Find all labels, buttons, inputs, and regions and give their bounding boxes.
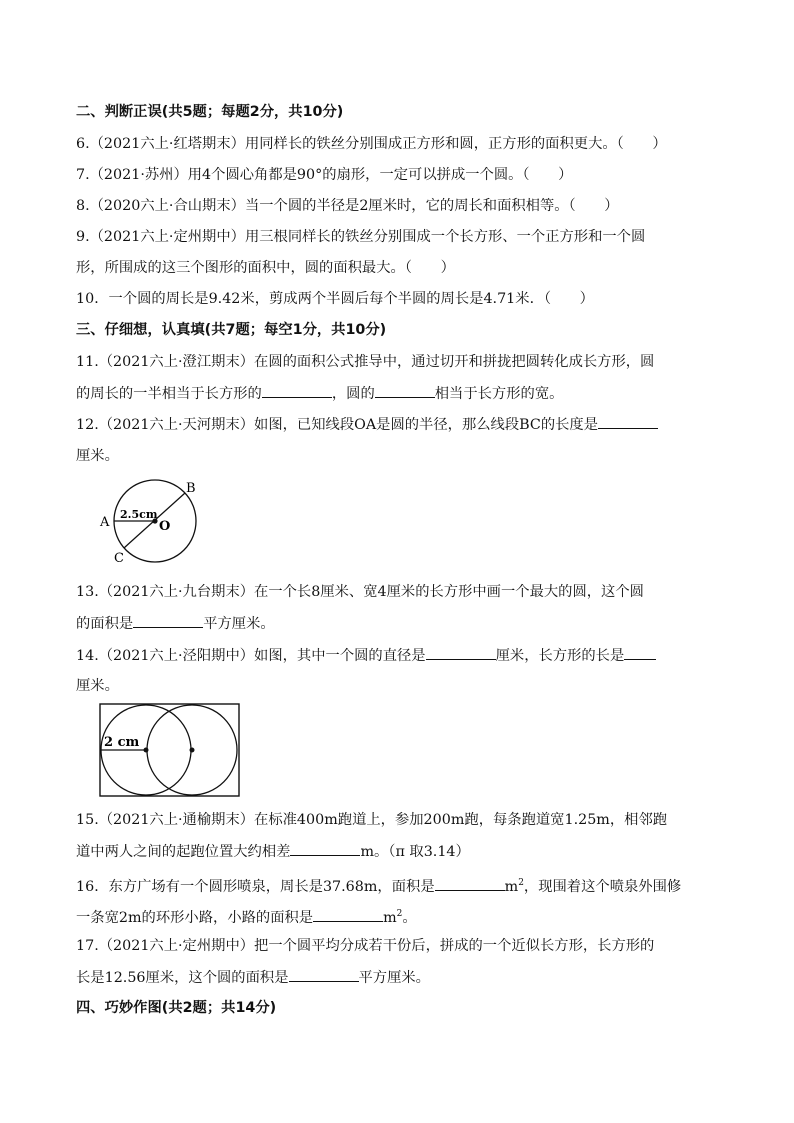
answer-blank[interactable] xyxy=(313,907,383,922)
question-12-line2: 厘米。 xyxy=(76,448,119,464)
right-center xyxy=(190,748,195,753)
question-13-line1: 13.（2021六上·九台期末）在一个长8厘米、宽4厘米的长方形中画一个最大的圆，这个圆 xyxy=(76,584,644,600)
q16-text-a: 16．东方广场有一个圆形喷泉，周长是37.68m，面积是 xyxy=(76,878,435,895)
q17-text-b: 平方厘米。 xyxy=(358,970,430,986)
label-a: A xyxy=(100,515,110,530)
section3-heading: 三、仔细想，认真填(共7题；每空1分，共10分) xyxy=(76,322,387,338)
question-16-line1 xyxy=(76,873,681,897)
answer-blank[interactable] xyxy=(426,645,496,660)
answer-blank[interactable] xyxy=(133,613,203,628)
q16-text-d: 一条宽2m的环形小路，小路的面积是 xyxy=(76,909,314,926)
question-15-line1: 15.（2021六上·通榆期末）在标准400m跑道上，参加200m跑，每条跑道宽1.25m，相邻跑 xyxy=(76,812,668,828)
q14-text-b: 厘米，长方形的长是 xyxy=(495,648,625,664)
q13-text-b: 平方厘米。 xyxy=(203,616,275,632)
answer-blank[interactable] xyxy=(289,967,359,982)
radius-label: 2.5cm xyxy=(120,508,158,521)
answer-blank[interactable] xyxy=(624,645,656,660)
q11-text-c: 相当于长方形的宽。 xyxy=(434,386,564,402)
question-15-line2 xyxy=(76,841,470,862)
question-11-line1: 11.（2021六上·澄江期末）在圆的面积公式推导中，通过切开和拼拢把圆转化成长方形，圆 xyxy=(76,354,655,370)
q13-text-a: 的面积是 xyxy=(76,616,134,632)
q16-unit: m xyxy=(504,878,519,895)
label-c: C xyxy=(114,551,124,566)
question-17-line2 xyxy=(76,967,430,988)
section4-heading: 四、巧妙作图(共2题；共14分) xyxy=(76,1000,277,1016)
q12-text: 12.（2021六上·天河期末）如图，已知线段OA是圆的半径，那么线段BC的长度是 xyxy=(76,417,599,433)
question-9-line2: 形，所围成的这三个图形的面积中，圆的面积最大。（ ） xyxy=(76,260,455,276)
question-14-line1 xyxy=(76,645,656,666)
question-9-line1: 9.（2021六上·定州期中）用三根同样长的铁丝分别围成一个长方形、一个正方形和一个圆 xyxy=(76,229,646,245)
q17-text-a: 长是12.56厘米，这个圆的面积是 xyxy=(76,970,289,986)
question-6: 6.（2021六上·红塔期末）用同样长的铁丝分别围成正方形和圆，正方形的面积更大。（ ） xyxy=(76,136,667,152)
answer-blank[interactable] xyxy=(290,841,360,856)
question-7: 7.（2021·苏州）用4个圆心角都是90°的扇形，一定可以拼成一个圆。（ ） xyxy=(76,167,573,183)
answer-blank[interactable] xyxy=(375,383,435,398)
answer-blank[interactable] xyxy=(435,876,505,891)
q14-text-a: 14.（2021六上·泾阳期中）如图，其中一个圆的直径是 xyxy=(76,648,426,664)
q15-text-b: m。（π 取3.14） xyxy=(360,844,470,860)
q16-text-c: ，现围着这个喷泉外围修 xyxy=(523,878,682,895)
question-12-line1 xyxy=(76,414,658,435)
q11-text-a: 的周长的一半相当于长方形的 xyxy=(76,386,262,402)
figure-circle-oa xyxy=(98,476,208,566)
question-10: 10．一个圆的周长是9.42米，剪成两个半圆后每个半圆的周长是4.71米．（ ） xyxy=(76,291,594,307)
q16-text-e: 。 xyxy=(402,909,417,926)
answer-blank[interactable] xyxy=(262,383,332,398)
question-11-line2 xyxy=(76,383,563,404)
question-8: 8.（2020六上·合山期末）当一个圆的半径是2厘米时，它的周长和面积相等。（ ） xyxy=(76,198,619,214)
label-b: B xyxy=(186,481,196,496)
section2-heading: 二、判断正误(共5题；每题2分，共10分) xyxy=(76,104,344,120)
question-14-line2: 厘米。 xyxy=(76,678,119,694)
left-center xyxy=(144,748,149,753)
radius-label: 2 cm xyxy=(104,735,140,750)
q16-unit: m xyxy=(383,909,397,926)
q16-sup: 2 xyxy=(396,909,403,919)
question-16-line2 xyxy=(76,904,417,928)
question-17-line1: 17.（2021六上·定州期中）把一个圆平均分成若干份后，拼成的一个近似长方形，长方形的 xyxy=(76,938,655,954)
question-13-line2 xyxy=(76,613,275,634)
q11-text-b: ，圆的 xyxy=(331,386,375,402)
figure-two-circles xyxy=(98,702,243,798)
label-o: O xyxy=(159,519,171,534)
q15-text-a: 道中两人之间的起跑位置大约相差 xyxy=(76,844,291,860)
q16-sup: 2 xyxy=(518,878,524,888)
answer-blank[interactable] xyxy=(598,414,658,429)
